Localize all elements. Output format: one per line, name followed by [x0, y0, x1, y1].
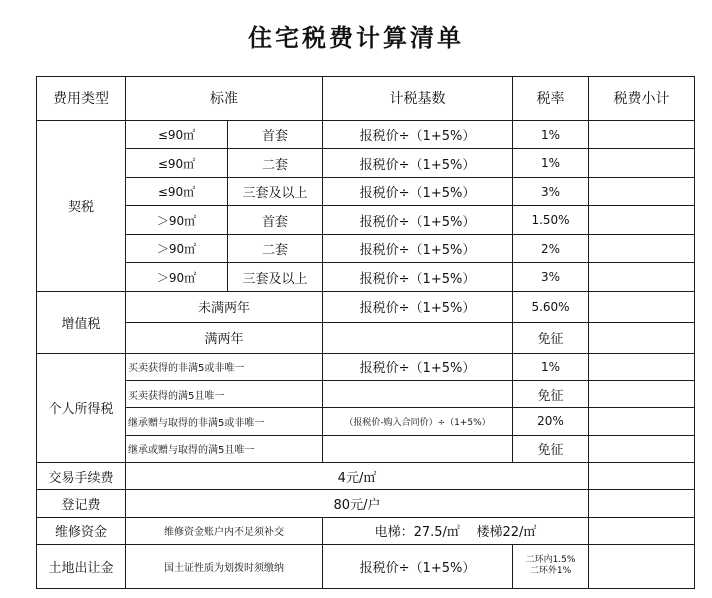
rate-cell: 1.50% — [513, 206, 589, 235]
base-cell: 报税价÷（1+5%） — [323, 291, 513, 322]
area-cell: ≤90㎡ — [126, 177, 228, 206]
base-cell: 报税价÷（1+5%） — [323, 206, 513, 235]
header-base: 计税基数 — [323, 77, 513, 121]
maintenance-fund-label: 维修资金 — [37, 517, 126, 544]
registration-fee-value: 80元/户 — [126, 490, 589, 517]
subtotal-cell[interactable] — [589, 408, 695, 435]
count-cell: 三套及以上 — [228, 177, 323, 206]
subtotal-cell[interactable] — [589, 322, 695, 353]
standard-cell: 未满两年 — [126, 291, 323, 322]
count-cell: 首套 — [228, 120, 323, 149]
transaction-fee-value: 4元/㎡ — [126, 462, 589, 489]
subtotal-cell[interactable] — [589, 490, 695, 517]
rate-cell: 免征 — [513, 381, 589, 408]
subtotal-cell[interactable] — [589, 435, 695, 462]
area-cell: ＞90㎡ — [126, 234, 228, 263]
rate-cell: 免征 — [513, 322, 589, 353]
base-cell: 报税价÷（1+5%） — [323, 353, 513, 380]
base-cell: 报税价÷（1+5%） — [323, 177, 513, 206]
rate-cell: 免征 — [513, 435, 589, 462]
header-row — [37, 77, 695, 121]
tax-table — [36, 76, 695, 589]
base-cell: 报税价÷（1+5%） — [323, 149, 513, 178]
base-cell: 报税价÷（1+5%） — [323, 263, 513, 292]
header-standard: 标准 — [126, 77, 323, 121]
standard-cell: 满两年 — [126, 322, 323, 353]
table-row — [37, 322, 695, 353]
rate-line: 二环内1.5% — [525, 555, 576, 566]
header-type: 费用类型 — [37, 77, 126, 121]
deed-tax-label: 契税 — [37, 120, 126, 291]
area-cell: ≤90㎡ — [126, 120, 228, 149]
table-row — [37, 263, 695, 292]
subtotal-cell[interactable] — [589, 206, 695, 235]
table-row — [37, 206, 695, 235]
rate-cell: 2% — [513, 234, 589, 263]
base-cell — [323, 322, 513, 353]
base-cell — [323, 435, 513, 462]
rate-cell: 1% — [513, 353, 589, 380]
count-cell: 三套及以上 — [228, 263, 323, 292]
subtotal-cell[interactable] — [589, 263, 695, 292]
table-row — [37, 291, 695, 322]
table-row — [37, 408, 695, 435]
base-cell: 电梯：27.5/㎡ 楼梯22/㎡ — [323, 517, 589, 544]
table-row — [37, 490, 695, 517]
area-cell: ＞90㎡ — [126, 263, 228, 292]
rate-cell: 3% — [513, 177, 589, 206]
standard-cell: 继承赠与取得的非满5或非唯一 — [126, 408, 323, 435]
table-row — [37, 120, 695, 149]
table-row — [37, 177, 695, 206]
page-title: 住宅税费计算清单 — [248, 24, 464, 52]
table-row — [37, 435, 695, 462]
subtotal-cell[interactable] — [589, 291, 695, 322]
subtotal-cell[interactable] — [589, 234, 695, 263]
standard-cell: 买卖获得的非满5或非唯一 — [126, 353, 323, 380]
income-tax-label: 个人所得税 — [37, 353, 126, 462]
subtotal-cell[interactable] — [589, 353, 695, 380]
subtotal-cell[interactable] — [589, 177, 695, 206]
header-subtotal: 税费小计 — [589, 77, 695, 121]
count-cell: 二套 — [228, 149, 323, 178]
table-row — [37, 462, 695, 489]
vat-label: 增值税 — [37, 291, 126, 353]
rate-cell: 20% — [513, 408, 589, 435]
base-cell: 报税价÷（1+5%） — [323, 120, 513, 149]
transaction-fee-label: 交易手续费 — [37, 462, 126, 489]
count-cell: 二套 — [228, 234, 323, 263]
table-row — [37, 517, 695, 544]
subtotal-cell[interactable] — [589, 517, 695, 544]
base-cell — [323, 381, 513, 408]
subtotal-cell[interactable] — [589, 120, 695, 149]
subtotal-cell[interactable] — [589, 381, 695, 408]
standard-cell: 买卖获得的满5且唯一 — [126, 381, 323, 408]
subtotal-cell[interactable] — [589, 462, 695, 489]
rate-cell: 1% — [513, 149, 589, 178]
rate-cell: 1% — [513, 120, 589, 149]
header-rate: 税率 — [513, 77, 589, 121]
registration-fee-label: 登记费 — [37, 490, 126, 517]
standard-cell: 国土证性质为划拨时须缴纳 — [126, 544, 323, 588]
count-cell: 首套 — [228, 206, 323, 235]
subtotal-cell[interactable] — [589, 544, 695, 588]
table-row — [37, 544, 695, 588]
rate-cell: 5.60% — [513, 291, 589, 322]
standard-cell: 继承或赠与取得的满5且唯一 — [126, 435, 323, 462]
table-row — [37, 149, 695, 178]
table-row — [37, 381, 695, 408]
rate-cell: 3% — [513, 263, 589, 292]
table-row — [37, 234, 695, 263]
area-cell: ＞90㎡ — [126, 206, 228, 235]
standard-cell: 维修资金账户内不足须补交 — [126, 517, 323, 544]
table-row — [37, 353, 695, 380]
land-transfer-label: 土地出让金 — [37, 544, 126, 588]
rate-line: 二环外1% — [529, 566, 572, 577]
base-cell: （报税价-购入合同价）÷（1+5%） — [323, 408, 513, 435]
base-cell: 报税价÷（1+5%） — [323, 544, 513, 588]
subtotal-cell[interactable] — [589, 149, 695, 178]
base-cell: 报税价÷（1+5%） — [323, 234, 513, 263]
area-cell: ≤90㎡ — [126, 149, 228, 178]
rate-cell — [513, 544, 589, 588]
